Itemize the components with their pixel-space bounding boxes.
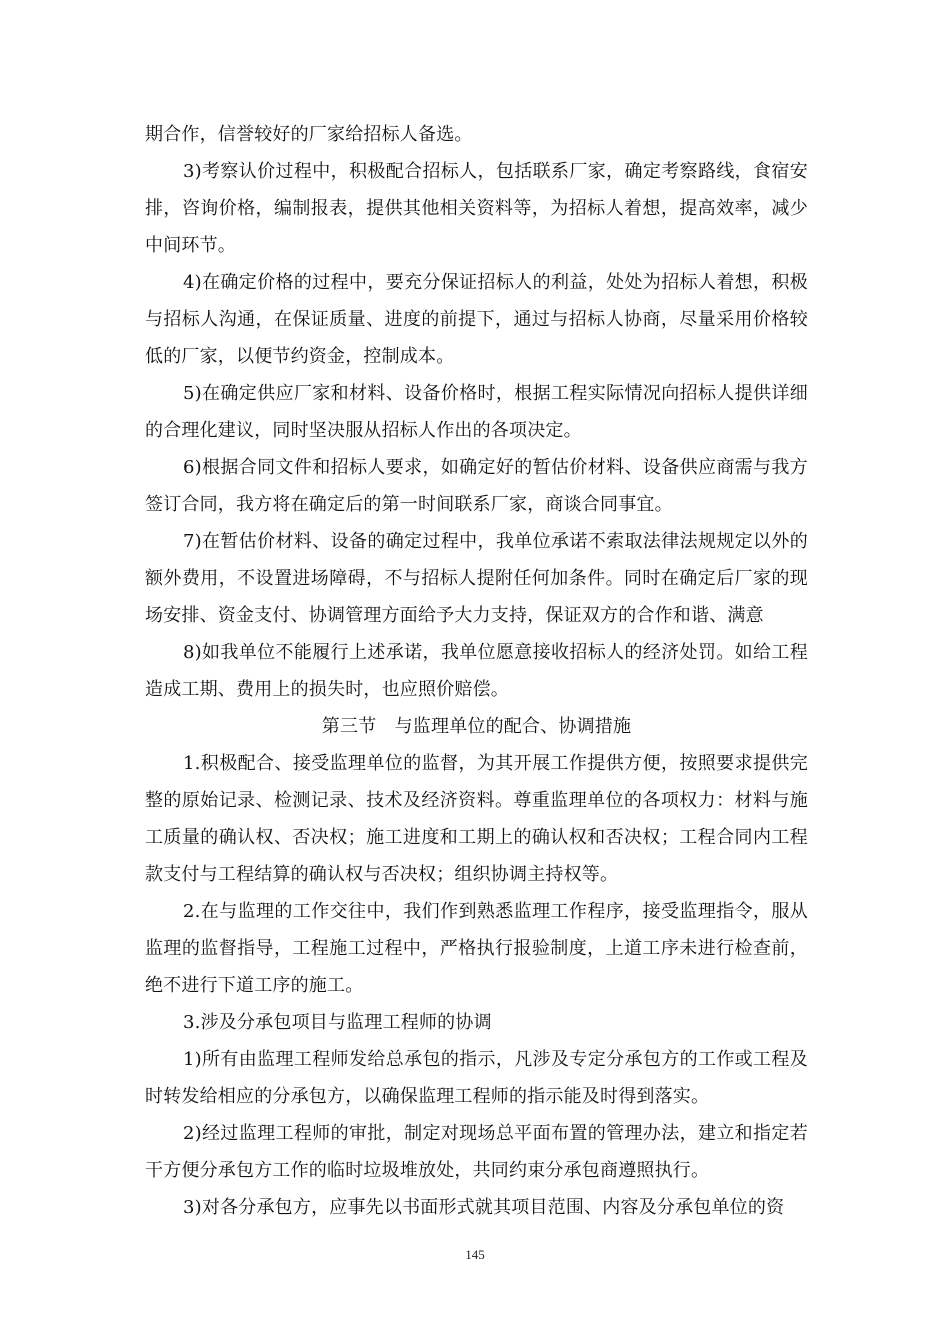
paragraph-subitem-1: 1)所有由监理工程师发给总承包的指示，凡涉及专定分承包方的工作或工程及时转发给相应的分承包方，以确保监理工程师的指示能及时得到落实。 [145, 1049, 808, 1107]
page-number: 145 [465, 1247, 485, 1262]
paragraph-section-2: 2.在与监理的工作交往中，我们作到熟悉监理工作程序，接受监理指令，服从监理的监督指导，工程施工过程中，严格执行报验制度，上道工序未进行检查前，绝不进行下道工序的施工。 [145, 901, 808, 996]
section-heading: 第三节 与监理单位的配合、协调措施 [321, 716, 632, 737]
body-text [145, 116, 808, 1226]
paragraph-item-8: 8)如我单位不能履行上述承诺，我单位愿意接收招标人的经济处罚。如给工程造成工期、费用上的损失时，也应照价赔偿。 [145, 642, 808, 700]
paragraph-item-6: 6)根据合同文件和招标人要求，如确定好的暂估价材料、设备供应商需与我方签订合同，我方将在确定后的第一时间联系厂家，商谈合同事宜。 [145, 457, 808, 515]
paragraph-subitem-3: 3)对各分承包方，应事先以书面形式就其项目范围、内容及分承包单位的资 [183, 1197, 785, 1218]
paragraph-item-4: 4)在确定价格的过程中，要充分保证招标人的利益，处处为招标人着想，积极与招标人沟通，在保证质量、进度的前提下，通过与招标人协商，尽量采用价格较低的厂家，以便节约资金，控制成本。 [145, 272, 808, 367]
paragraph-item-3: 3)考察认价过程中，积极配合招标人，包括联系厂家，确定考察路线，食宿安排，咨询价格，编制报表，提供其他相关资料等，为招标人着想，提高效率，减少中间环节。 [145, 161, 808, 256]
paragraph-section-1: 1.积极配合、接受监理单位的监督，为其开展工作提供方便，按照要求提供完整的原始记录、检测记录、技术及经济资料。尊重监理单位的各项权力：材料与施工质量的确认权、否决权；施工进度和工期上的确认权和否决权；工程合同内工程款支付与工程结算的确认权与否决权；组织协调主持权等。 [145, 753, 808, 885]
paragraph-continuation: 期合作，信誉较好的厂家给招标人备选。 [145, 124, 473, 145]
paragraph-item-7: 7)在暂估价材料、设备的确定过程中，我单位承诺不索取法律法规规定以外的额外费用，不设置进场障碍，不与招标人提附任何加条件。同时在确定后厂家的现场安排、资金支付、协调管理方面给予大力支持，保证双方的合作和谐、满意 [145, 531, 808, 626]
paragraph-section-3-title: 3.涉及分承包项目与监理工程师的协调 [183, 1012, 492, 1033]
paragraph-subitem-2: 2)经过监理工程师的审批，制定对现场总平面布置的管理办法，建立和指定若干方便分承包方工作的临时垃圾堆放处，共同约束分承包商遵照执行。 [145, 1123, 808, 1181]
paragraph-item-5: 5)在确定供应厂家和材料、设备价格时，根据工程实际情况向招标人提供详细的合理化建议，同时坚决服从招标人作出的各项决定。 [145, 383, 808, 441]
